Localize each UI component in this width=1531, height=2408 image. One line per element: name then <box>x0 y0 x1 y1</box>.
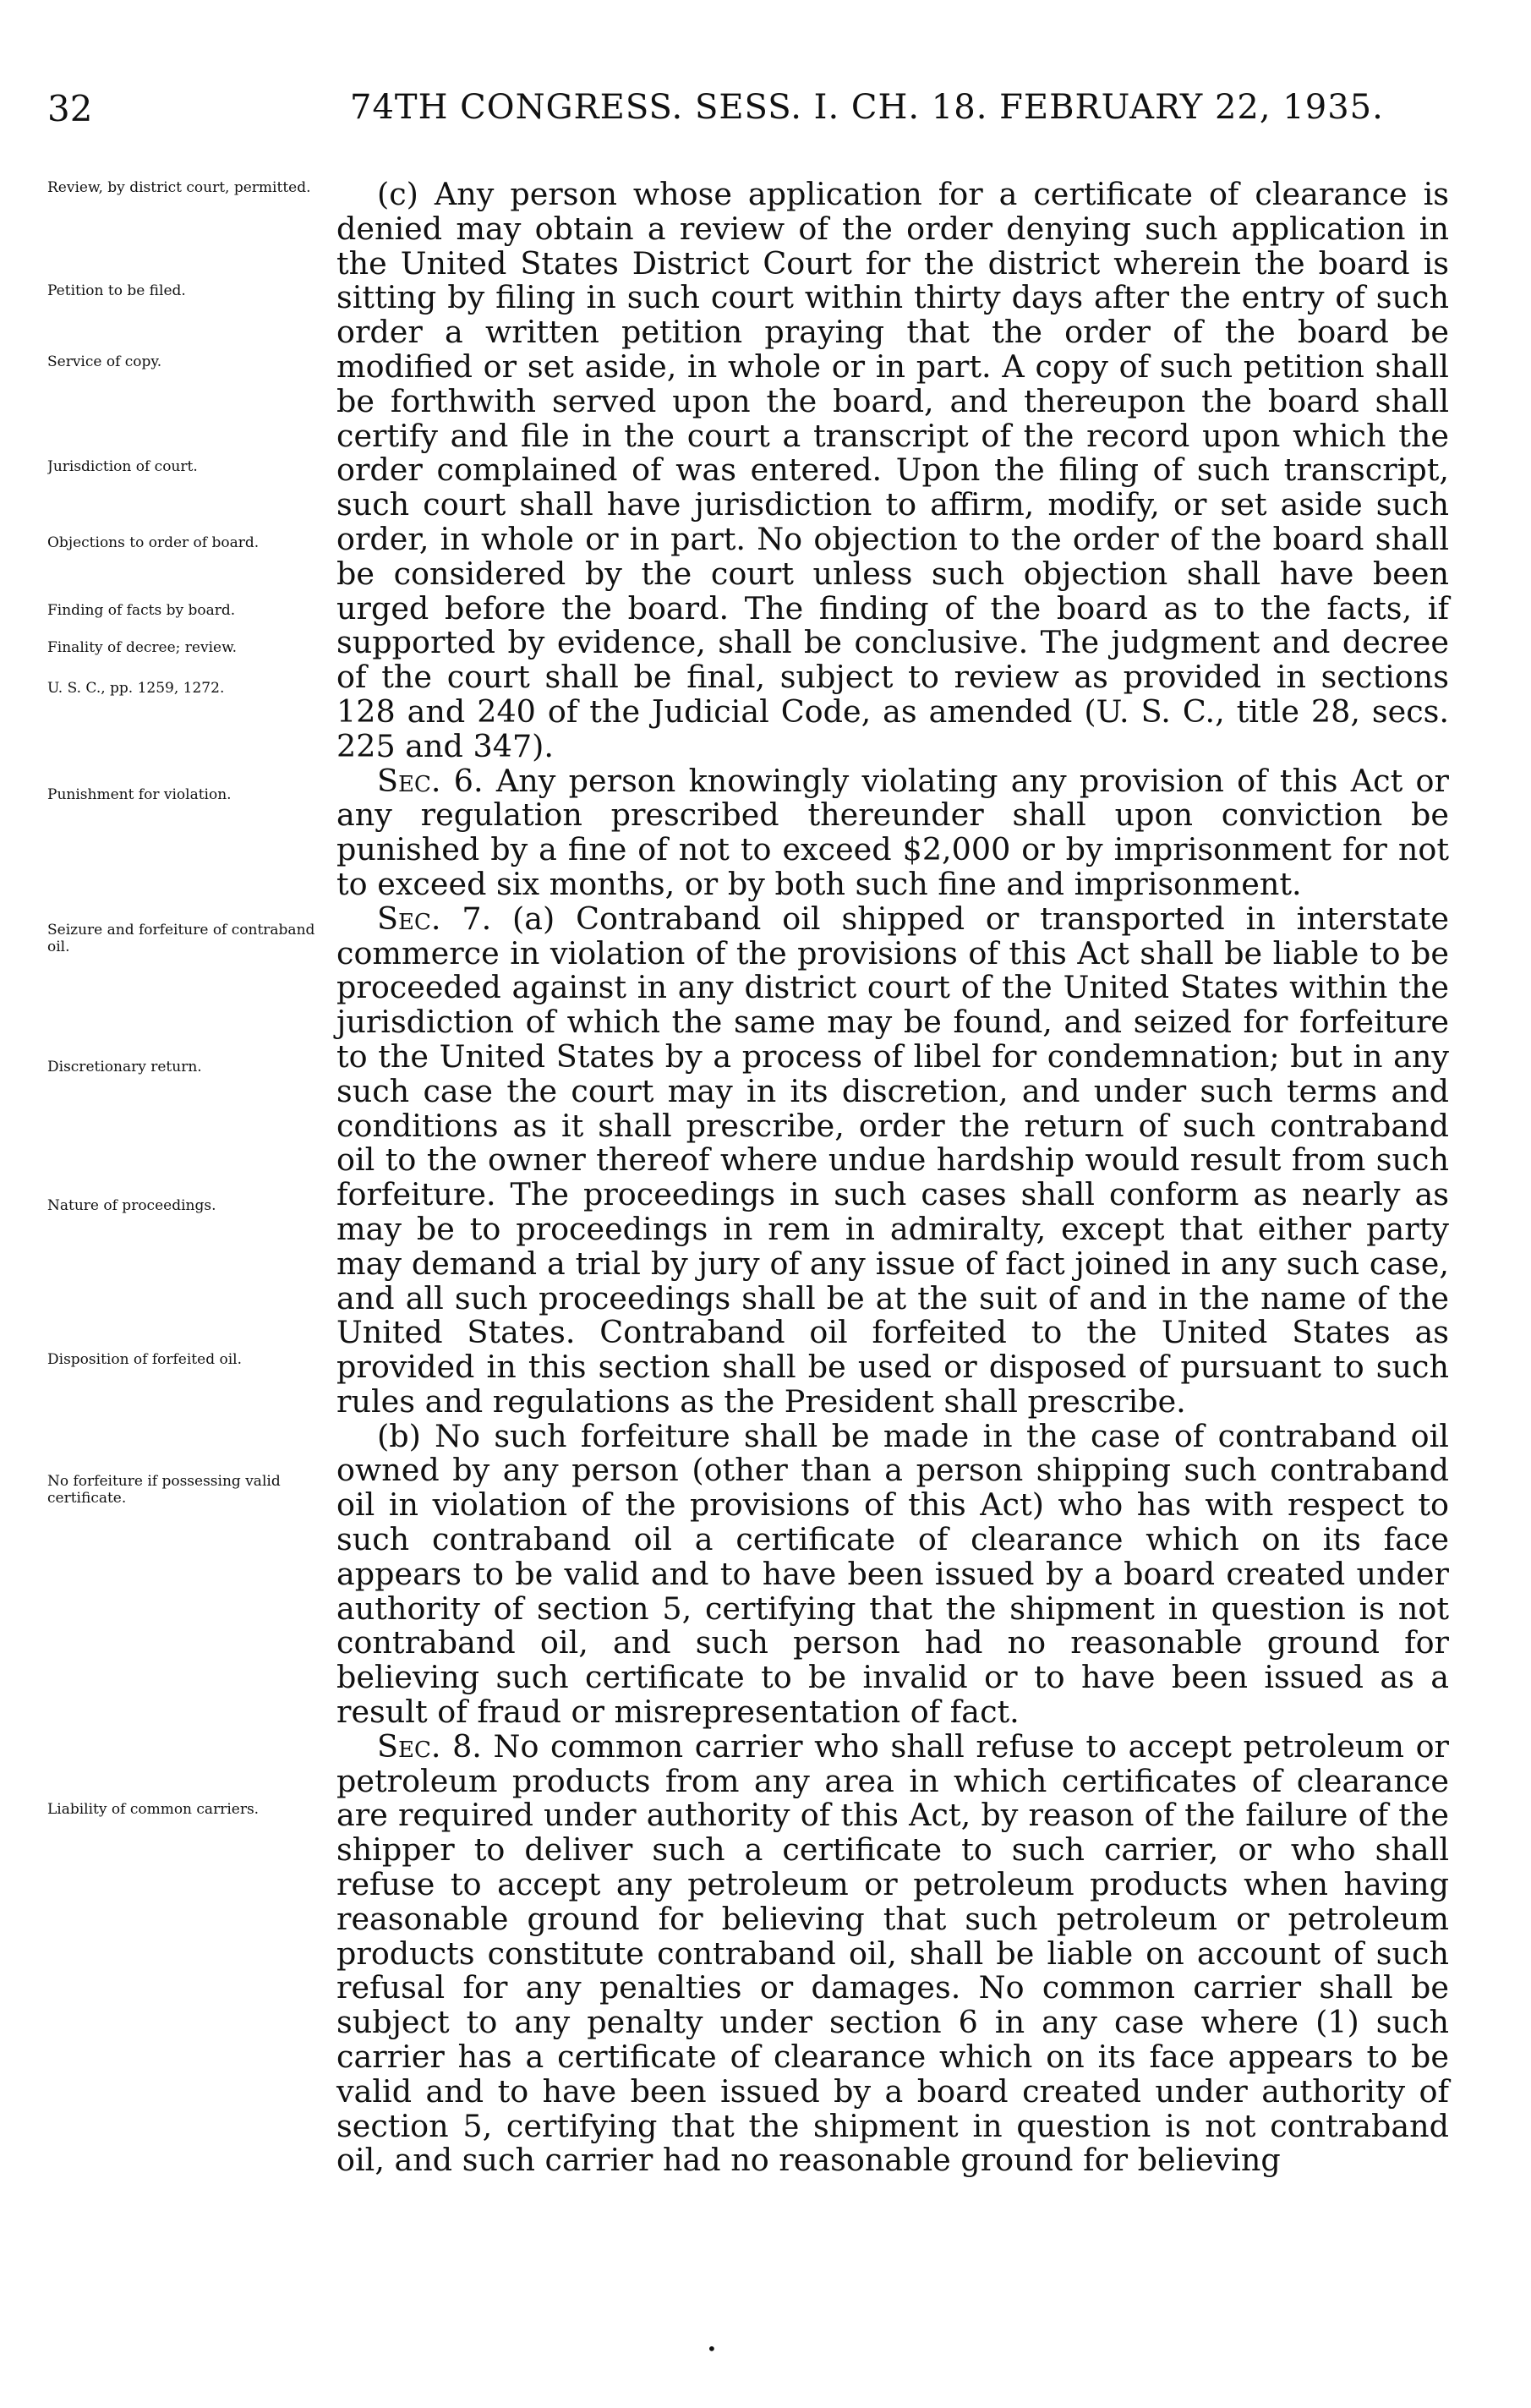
footer-mark: • <box>707 2339 717 2359</box>
margin-note: Finding of facts by board. <box>47 602 236 619</box>
margin-notes <box>47 0 326 2408</box>
paragraph-section-7b <box>336 1417 1449 1731</box>
margin-note: Discretionary return. <box>47 1059 202 1075</box>
paragraph-text: (a) Contraband oil shipped or transported in interstate commerce in violation of the provisions of this Act shall be liable to be proceeded against in any district court of the United States within the jurisdiction of which the same may be found, and seized for forfeiture to the United States by a process of libel for condemnation; but in any such case the court may in its discretion, and under such terms and conditions as it shall prescribe, order the return of such contraband oil to the owner thereof where undue hardship would result from such forfeiture. The proceedings in such cases shall conform as nearly as may be to proceedings in rem in admiralty, except that either party may demand a trial by jury of any issue of fact joined in any such case, and all such proceedings shall be at the suit of and in the name of the United States. Contraband oil forfeited to the United States as provided in this section shall be used or disposed of pursuant to such rules and regulations as the President shall prescribe. <box>336 900 1449 1420</box>
margin-note: Punishment for violation. <box>47 786 232 803</box>
paragraph-review <box>336 178 1449 764</box>
running-head: 74TH CONGRESS. SESS. I. CH. 18. FEBRUARY 22, 1935. <box>350 88 1384 127</box>
margin-note: No forfeiture if possessing valid certificate. <box>47 1473 281 1507</box>
margin-note: Seizure and forfeiture of contraband oil. <box>47 922 315 955</box>
margin-note: Jurisdiction of court. <box>47 458 198 475</box>
paragraph-section-7a <box>336 902 1449 1420</box>
paragraph-text: Any person knowingly violating any provision of this Act or any regulation prescribed thereunder shall upon conviction be punished by a fine of not to exceed $2,000 or by imprisonment for not to exceed six months, or by both such fine and imprisonment. <box>336 762 1449 902</box>
paragraph-text: (b) No such forfeiture shall be made in the case of contraband oil owned by any person (other than a person shipping such contraband oil in violation of the provisions of this Act) who has with respect to such contraband oil a certificate of clearance which on its face appears to be valid and to have been issued by a board created under authority of section 5, certifying that the shipment in question is not contraband oil, and such person had no reasonable ground for believing such certificate to be invalid or to have been issued as a result of fraud or misrepresentation of fact. <box>336 1417 1449 1731</box>
margin-note: Nature of proceedings. <box>47 1197 216 1214</box>
paragraph-text: (c) Any person whose application for a certificate of clearance is denied may obtain a review of the order denying such application in the United States District Court for the district wherein the board is sitting by filing in such court within thirty days after the entry of such order a written petition praying that the order of the board be modified or set aside, in whole or in part. A copy of such petition shall be forthwith served upon the board, and thereupon the board shall certify and file in the court a transcript of the record upon which the order complained of was entered. Upon the filing of such transcript, such court shall have jurisdiction to affirm, modify, or set aside such order, in whole or in part. No objection to the order of the board shall be considered by the court unless such objection shall have been urged before the board. The finding of the board as to the facts, if supported by evidence, shall be conclusive. The judgment and decree of the court shall be final, subject to review as provided in sections 128 and 240 of the Judicial Code, as amended (U. S. C., title 28, secs. 225 and 347). <box>336 176 1449 764</box>
margin-note: Review, by district court, permitted. <box>47 179 311 196</box>
paragraph-text: No common carrier who shall refuse to accept petroleum or petroleum products from any area in which certificates of clearance are required under authority of this Act, by reason of the failure of the shipper to deliver such a certificate to such carrier, or who shall refuse to accept any petroleum or petroleum products when having reasonable ground for believing that such petroleum or petroleum products constitute contraband oil, shall be liable on account of such refusal for any penalties or damages. No common carrier shall be subject to any penalty under section 6 in any case where (1) such carrier has a certificate of clearance which on its face appears to be valid and to have been issued by a board created under authority of section 5, certifying that the shipment in question is not contraband oil, and such carrier had no reasonable ground for believing <box>336 1727 1449 2179</box>
section-lead: Sec. 6. <box>377 762 484 799</box>
margin-note: Petition to be filed. <box>47 282 186 299</box>
margin-note: Finality of decree; review. <box>47 639 238 656</box>
margin-note: Service of copy. <box>47 353 162 370</box>
margin-note: Liability of common carriers. <box>47 1801 260 1818</box>
margin-note: Objections to order of board. <box>47 534 260 551</box>
section-lead: Sec. 7. <box>377 900 492 937</box>
page-number: 32 <box>47 88 93 129</box>
statute-text <box>336 178 1449 2178</box>
margin-note: Disposition of forfeited oil. <box>47 1351 242 1368</box>
margin-note: U. S. C., pp. 1259, 1272. <box>47 680 225 697</box>
paragraph-section-8 <box>336 1727 1449 2179</box>
paragraph-section-6 <box>336 764 1449 902</box>
section-lead: Sec. 8. <box>377 1727 482 1765</box>
